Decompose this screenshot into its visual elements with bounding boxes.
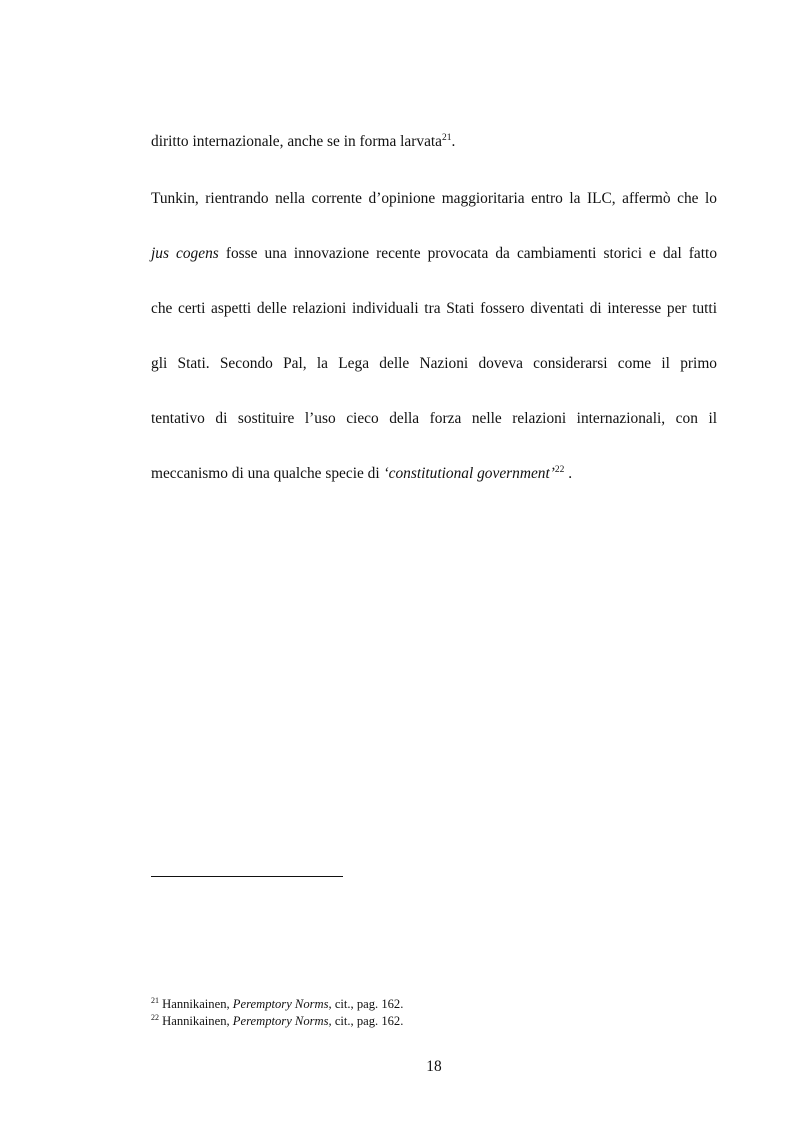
line-text: diritto internazionale, anche se in forma larvata xyxy=(151,133,443,150)
footnote-author: Hannikainen, xyxy=(159,997,233,1011)
line-text: gli Stati. Secondo Pal, la Lega delle Nazioni doveva considerarsi come il primo xyxy=(151,355,717,372)
footnote-citation: cit., pag. 162. xyxy=(331,997,404,1011)
line-end: . xyxy=(564,465,573,482)
paragraph-line-4 xyxy=(151,299,717,319)
footnote-21 xyxy=(151,996,403,1012)
footnote-citation: cit., pag. 162. xyxy=(331,1014,404,1028)
latin-term: jus cogens xyxy=(151,245,219,262)
page-number: 18 xyxy=(426,1058,442,1075)
footnote-number: 22 xyxy=(151,1013,159,1022)
footnote-number: 21 xyxy=(151,996,159,1005)
line-text: fosse una innovazione recente provocata da cambiamenti storici e dal fatto xyxy=(218,245,718,262)
paragraph-line-5 xyxy=(151,354,717,374)
footnote-22 xyxy=(151,1013,403,1029)
paragraph-line-1 xyxy=(151,132,717,152)
paragraph-line-3 xyxy=(151,244,717,264)
footnote-ref-22[interactable]: 22 xyxy=(554,465,565,475)
line-text: tentativo di sostituire l’uso cieco della forza nelle relazioni internazionali, con il xyxy=(151,410,717,427)
line-text: Tunkin, rientrando nella corrente d’opinione maggioritaria entro la ILC, affermò che lo xyxy=(151,190,717,207)
footnote-title: Peremptory Norms, xyxy=(232,997,332,1011)
footnote-title: Peremptory Norms, xyxy=(232,1014,332,1028)
quoted-term: ‘constitutional government’ xyxy=(383,465,555,482)
footnote-author: Hannikainen, xyxy=(159,1014,233,1028)
line-text: meccanismo di una qualche specie di xyxy=(151,465,384,482)
paragraph-line-6 xyxy=(151,409,717,429)
footnote-ref-21[interactable]: 21 xyxy=(442,133,452,143)
line-end: . xyxy=(451,133,456,150)
line-text: che certi aspetti delle relazioni individuali tra Stati fossero diventati di interesse per tutti xyxy=(151,300,717,317)
footnote-separator xyxy=(151,876,343,877)
paragraph-line-7 xyxy=(151,464,717,484)
paragraph-line-2 xyxy=(151,189,717,209)
